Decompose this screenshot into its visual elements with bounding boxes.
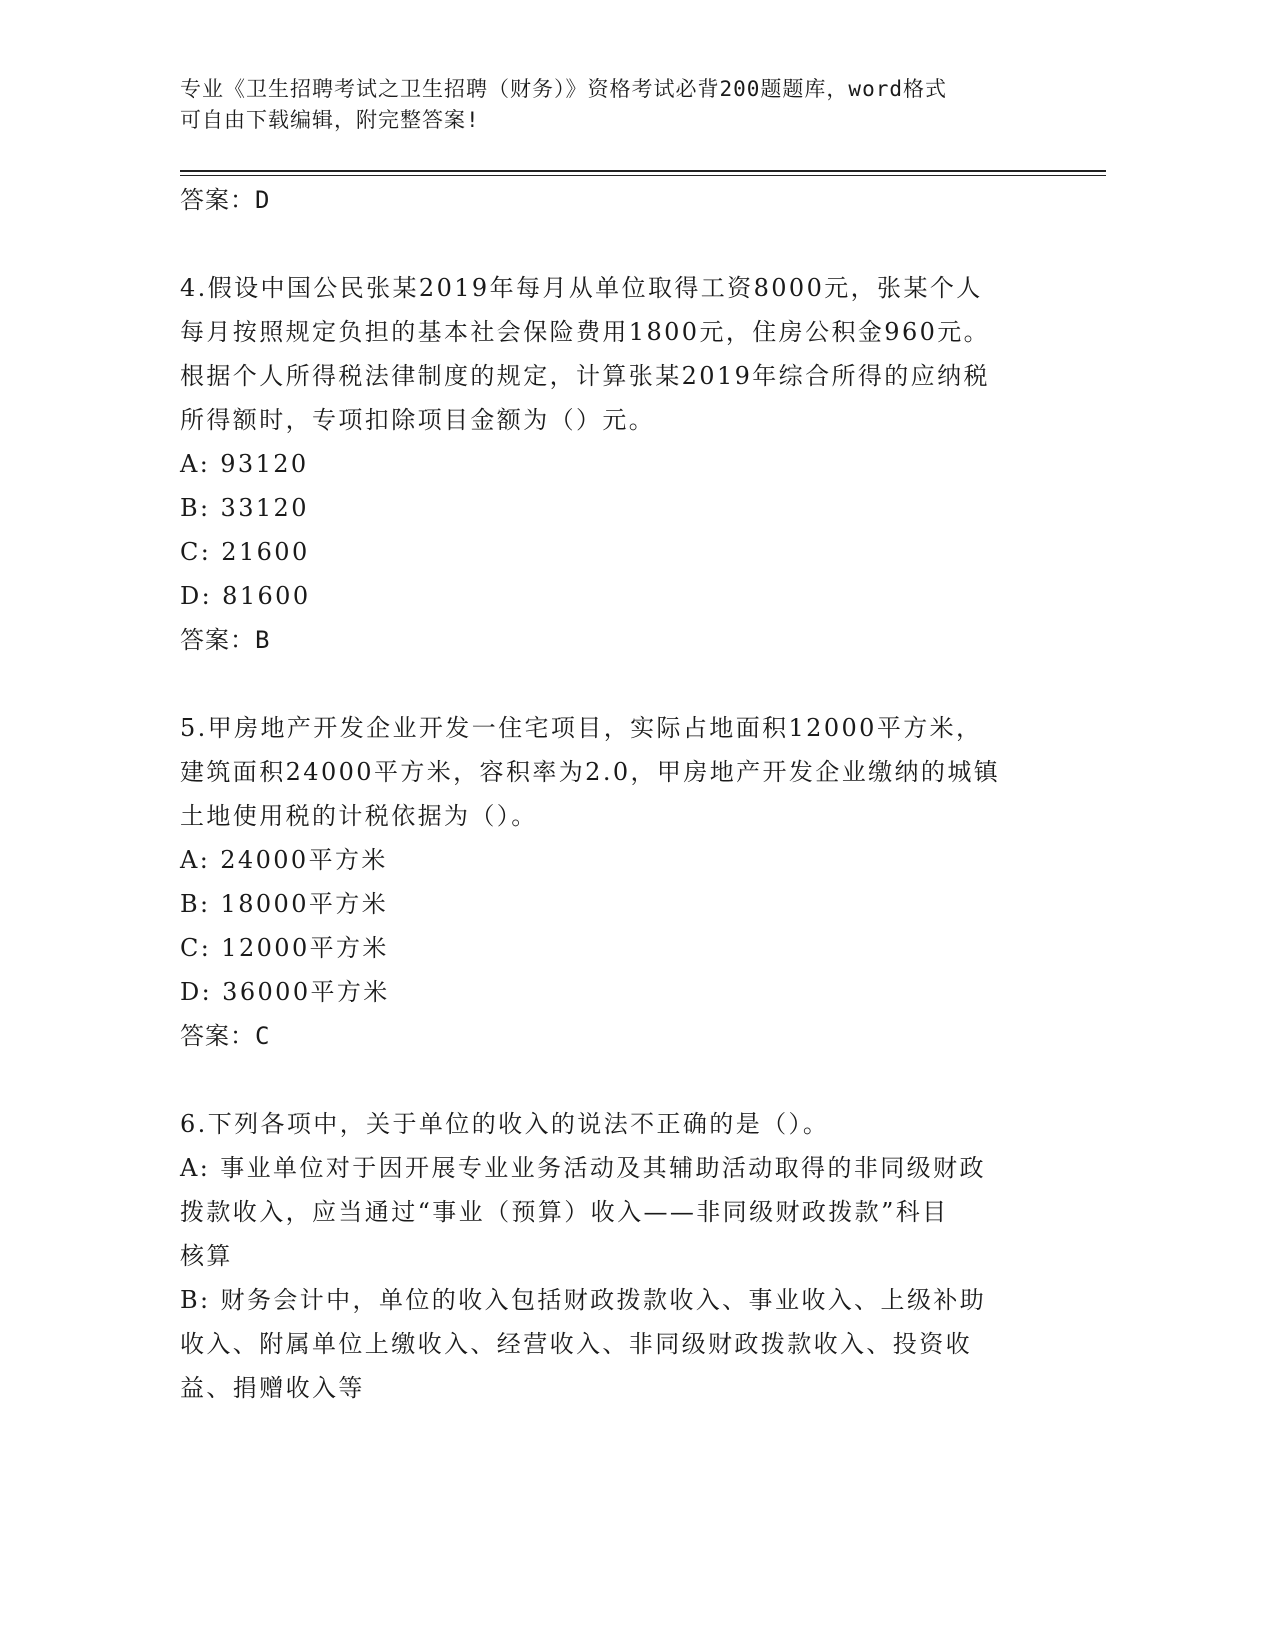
header-line: 可自由下载编辑，附完整答案!	[180, 108, 480, 132]
option-b-line: 益、捐赠收入等	[180, 1374, 365, 1402]
document-header	[180, 74, 1040, 136]
question-5	[180, 706, 1040, 1058]
answer-label: 答案：D	[180, 186, 271, 214]
option-a: A: 93120	[180, 450, 309, 478]
header-line: 专业《卫生招聘考试之卫生招聘（财务）》资格考试必背200题题库，word格式	[180, 77, 947, 101]
header-divider	[180, 170, 1106, 172]
question-stem-line: 建筑面积24000平方米，容积率为2.0，甲房地产开发企业缴纳的城镇	[180, 758, 1001, 786]
option-b: B: 18000平方米	[180, 890, 389, 918]
question-list	[180, 178, 1040, 1410]
question-stem-line: 所得额时，专项扣除项目金额为（）元。	[180, 406, 656, 434]
question-4	[180, 266, 1040, 662]
question-stem-line: 4.假设中国公民张某2019年每月从单位取得工资8000元，张某个人	[180, 274, 983, 302]
question-6	[180, 1102, 1040, 1410]
answer-label: 答案：B	[180, 626, 271, 654]
option-d: D: 36000平方米	[180, 978, 390, 1006]
option-d: D: 81600	[180, 582, 311, 610]
option-a-line: 核算	[180, 1242, 233, 1270]
option-a: A: 24000平方米	[180, 846, 388, 874]
option-c: C: 21600	[180, 538, 310, 566]
option-c: C: 12000平方米	[180, 934, 389, 962]
option-b-line: 收入、附属单位上缴收入、经营收入、非同级财政拨款收入、投资收	[180, 1330, 972, 1358]
header-divider	[180, 175, 1106, 176]
answer-label: 答案：C	[180, 1022, 271, 1050]
option-b-line: B: 财务会计中，单位的收入包括财政拨款收入、事业收入、上级补助	[180, 1286, 987, 1314]
question-stem-line: 土地使用税的计税依据为（）。	[180, 802, 538, 830]
question-stem-line: 6.下列各项中，关于单位的收入的说法不正确的是（）。	[180, 1110, 830, 1138]
question-stem-line: 根据个人所得税法律制度的规定，计算张某2019年综合所得的应纳税	[180, 362, 990, 390]
option-a-line: A: 事业单位对于因开展专业业务活动及其辅助活动取得的非同级财政	[180, 1154, 986, 1182]
question-stem-line: 5.甲房地产开发企业开发一住宅项目，实际占地面积12000平方米，	[180, 714, 983, 742]
question-stem-line: 每月按照规定负担的基本社会保险费用1800元，住房公积金960元。	[180, 318, 991, 346]
option-b: B: 33120	[180, 494, 309, 522]
option-a-line: 拨款收入，应当通过“事业（预算）收入——非同级财政拨款”科目	[180, 1198, 949, 1226]
